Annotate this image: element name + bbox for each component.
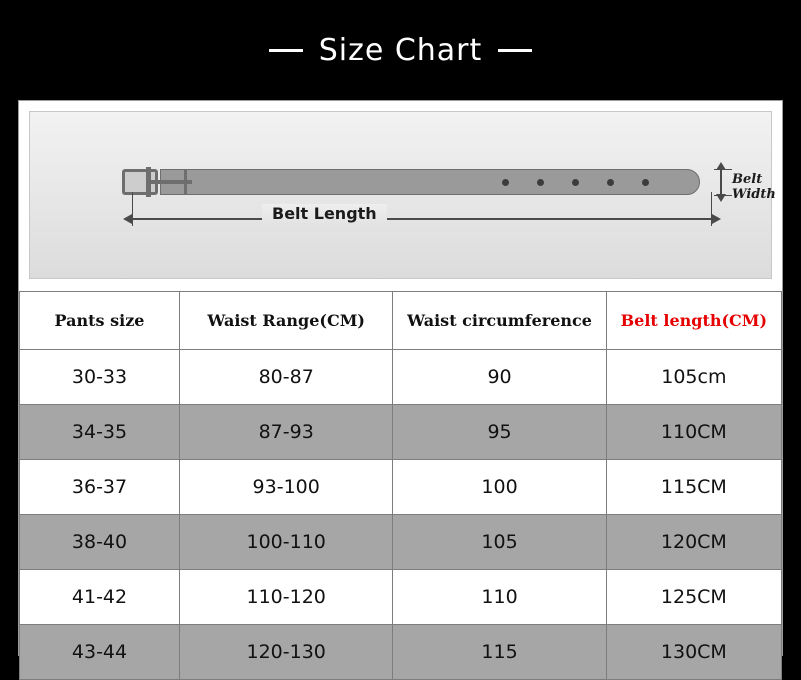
belt-length-arrow bbox=[132, 218, 712, 220]
cell-waist-range: 93-100 bbox=[180, 460, 393, 515]
cell-belt-length: 120CM bbox=[606, 515, 781, 570]
column-header-waist-circumference: Waist circumference bbox=[393, 292, 606, 350]
cell-pants-size: 34-35 bbox=[20, 405, 180, 460]
size-table bbox=[19, 291, 782, 680]
cell-belt-length: 115CM bbox=[606, 460, 781, 515]
belt-hole bbox=[607, 179, 614, 186]
cell-waist-circumference: 95 bbox=[393, 405, 606, 460]
belt-hole bbox=[572, 179, 579, 186]
column-header-pants-size: Pants size bbox=[20, 292, 180, 350]
cell-waist-circumference: 100 bbox=[393, 460, 606, 515]
page-header bbox=[0, 0, 801, 100]
length-tick-left bbox=[132, 192, 133, 226]
cell-pants-size: 41-42 bbox=[20, 570, 180, 625]
cell-pants-size: 30-33 bbox=[20, 350, 180, 405]
cell-belt-length: 105cm bbox=[606, 350, 781, 405]
cell-waist-circumference: 90 bbox=[393, 350, 606, 405]
cell-pants-size: 43-44 bbox=[20, 625, 180, 680]
cell-waist-range: 100-110 bbox=[180, 515, 393, 570]
cell-waist-range: 87-93 bbox=[180, 405, 393, 460]
column-header-waist-range: Waist Range(CM) bbox=[180, 292, 393, 350]
title-dash-left bbox=[269, 49, 303, 52]
column-header-belt-length: Belt length(CM) bbox=[606, 292, 781, 350]
page-title: Size Chart bbox=[318, 32, 483, 68]
cell-belt-length: 125CM bbox=[606, 570, 781, 625]
belt-width-arrow bbox=[720, 170, 722, 194]
cell-waist-range: 80-87 bbox=[180, 350, 393, 405]
cell-waist-range: 110-120 bbox=[180, 570, 393, 625]
table-row bbox=[20, 515, 782, 570]
cell-belt-length: 130CM bbox=[606, 625, 781, 680]
cell-pants-size: 36-37 bbox=[20, 460, 180, 515]
title-wrap bbox=[269, 33, 533, 68]
buckle-prong bbox=[148, 180, 192, 184]
cell-waist-circumference: 110 bbox=[393, 570, 606, 625]
belt-illustration bbox=[122, 169, 722, 195]
table-row bbox=[20, 405, 782, 460]
cell-waist-circumference: 105 bbox=[393, 515, 606, 570]
cell-waist-range: 120-130 bbox=[180, 625, 393, 680]
cell-waist-circumference: 115 bbox=[393, 625, 606, 680]
cell-belt-length: 110CM bbox=[606, 405, 781, 460]
belt-hole bbox=[537, 179, 544, 186]
belt-hole bbox=[642, 179, 649, 186]
table-row bbox=[20, 625, 782, 680]
belt-diagram bbox=[29, 111, 776, 279]
table-header-row bbox=[20, 292, 782, 350]
table-row bbox=[20, 570, 782, 625]
belt-hole bbox=[502, 179, 509, 186]
table-row bbox=[20, 460, 782, 515]
cell-pants-size: 38-40 bbox=[20, 515, 180, 570]
belt-length-label: Belt Length bbox=[262, 204, 387, 223]
belt-strap bbox=[160, 169, 700, 195]
title-dash-right bbox=[498, 49, 532, 52]
table-row bbox=[20, 350, 782, 405]
belt-width-label: Belt Width bbox=[732, 172, 776, 202]
content-panel bbox=[18, 100, 783, 663]
